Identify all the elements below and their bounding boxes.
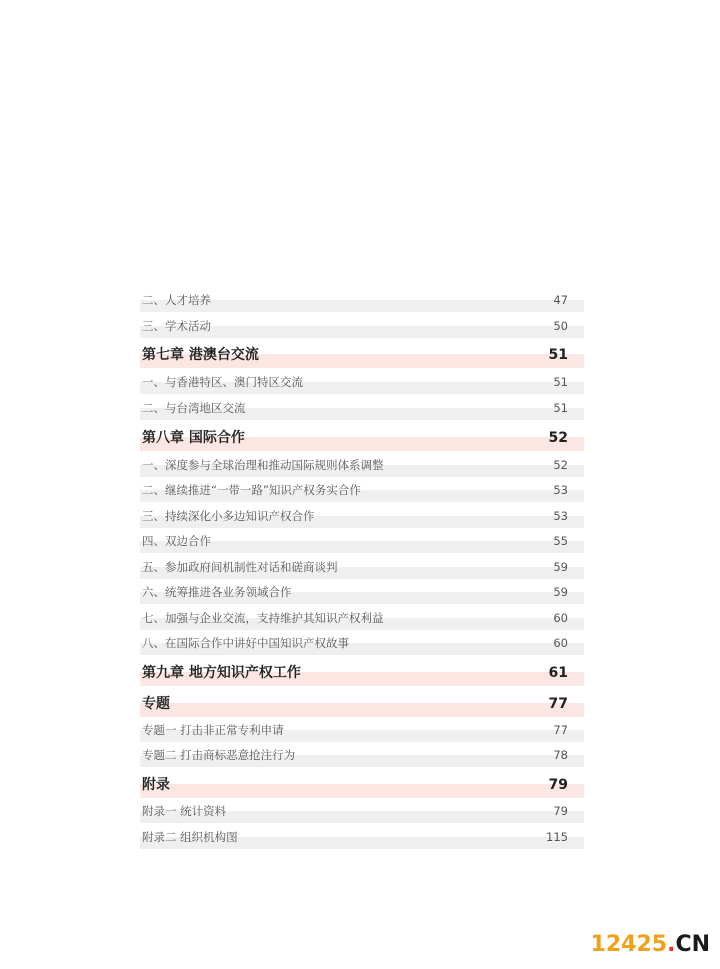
toc-entry-page: 60: [553, 611, 568, 625]
toc-entry-title: 五、参加政府间机制性对话和磋商谈判: [142, 560, 338, 574]
toc-entry-page: 79: [553, 804, 568, 818]
toc-chapter-title: 第七章 港澳台交流: [142, 347, 259, 363]
toc-entry-title: 四、双边合作: [142, 534, 211, 548]
toc-entry-page: 59: [553, 560, 568, 574]
toc-chapter[interactable]: [140, 346, 584, 370]
toc-chapter-page: 77: [548, 696, 568, 712]
toc-entry-page: 78: [553, 748, 568, 762]
watermark-suffix: CN: [675, 932, 710, 957]
toc-entry-page: 55: [553, 534, 568, 548]
toc-entry-title: 附录一 统计资料: [142, 804, 227, 818]
toc-entry-title: 附录二 组织机构图: [142, 830, 238, 844]
toc-entry-page: 52: [553, 458, 568, 472]
toc-chapter-title: 专题: [142, 696, 170, 712]
watermark-dot: .: [667, 932, 676, 957]
toc-entry-title: 二、人才培养: [142, 293, 211, 307]
toc-chapter-title: 第九章 地方知识产权工作: [142, 665, 301, 681]
toc-entry-page: 47: [553, 293, 568, 307]
chapter-background: [140, 784, 584, 798]
toc-entry-page: 53: [553, 509, 568, 523]
toc-entry-title: 八、在国际合作中讲好中国知识产权故事: [142, 636, 349, 650]
toc-entry[interactable]: [140, 747, 584, 769]
toc-entry[interactable]: [140, 533, 584, 555]
toc-chapter-title: 第八章 国际合作: [142, 430, 245, 446]
toc-entry-title: 二、继续推进“一带一路”知识产权务实合作: [142, 483, 361, 497]
toc-entry[interactable]: [140, 482, 584, 504]
toc-entry[interactable]: [140, 584, 584, 606]
site-watermark-logo: [591, 932, 710, 957]
toc-chapter-page: 79: [548, 777, 568, 793]
toc-entry[interactable]: [140, 559, 584, 581]
toc-entry-page: 59: [553, 585, 568, 599]
chapter-background: [140, 703, 584, 717]
toc-entry-page: 51: [553, 401, 568, 415]
watermark-number: 12425: [590, 932, 668, 957]
toc-chapter-page: 51: [548, 347, 568, 363]
toc-entry[interactable]: [140, 292, 584, 314]
toc-chapter[interactable]: [140, 429, 584, 453]
toc-entry-page: 53: [553, 483, 568, 497]
toc-entry[interactable]: [140, 829, 584, 851]
toc-entry[interactable]: [140, 318, 584, 340]
toc-chapter-page: 61: [548, 665, 568, 681]
toc-entry[interactable]: [140, 457, 584, 479]
toc-entry[interactable]: [140, 400, 584, 422]
toc-entry-title: 七、加强与企业交流，支持维护其知识产权利益: [142, 611, 384, 625]
toc-entry[interactable]: [140, 610, 584, 632]
toc-entry-title: 三、学术活动: [142, 319, 211, 333]
toc-entry-page: 77: [553, 723, 568, 737]
toc-entry-page: 60: [553, 636, 568, 650]
toc-entry-title: 专题二 打击商标恶意抢注行为: [142, 748, 296, 762]
toc-entry-title: 一、深度参与全球治理和推动国际规则体系调整: [142, 458, 384, 472]
toc-chapter[interactable]: [140, 776, 584, 800]
toc-entry[interactable]: [140, 803, 584, 825]
toc-chapter[interactable]: [140, 695, 584, 719]
toc-chapter[interactable]: [140, 664, 584, 688]
toc-entry-title: 二、与台湾地区交流: [142, 401, 246, 415]
toc-entry-title: 三、持续深化小多边知识产权合作: [142, 509, 315, 523]
toc-entry[interactable]: [140, 635, 584, 657]
toc-chapter-title: 附录: [142, 777, 170, 793]
toc-entry-title: 一、与香港特区、澳门特区交流: [142, 375, 303, 389]
toc-entry[interactable]: [140, 374, 584, 396]
toc-entry-page: 50: [553, 319, 568, 333]
toc-entry-title: 专题一 打击非正常专利申请: [142, 723, 284, 737]
toc-entry-page: 115: [546, 830, 568, 844]
toc-entry[interactable]: [140, 722, 584, 744]
toc-entry-page: 51: [553, 375, 568, 389]
toc-entry-title: 六、统筹推进各业务领域合作: [142, 585, 292, 599]
toc-chapter-page: 52: [548, 430, 568, 446]
toc-entry[interactable]: [140, 508, 584, 530]
